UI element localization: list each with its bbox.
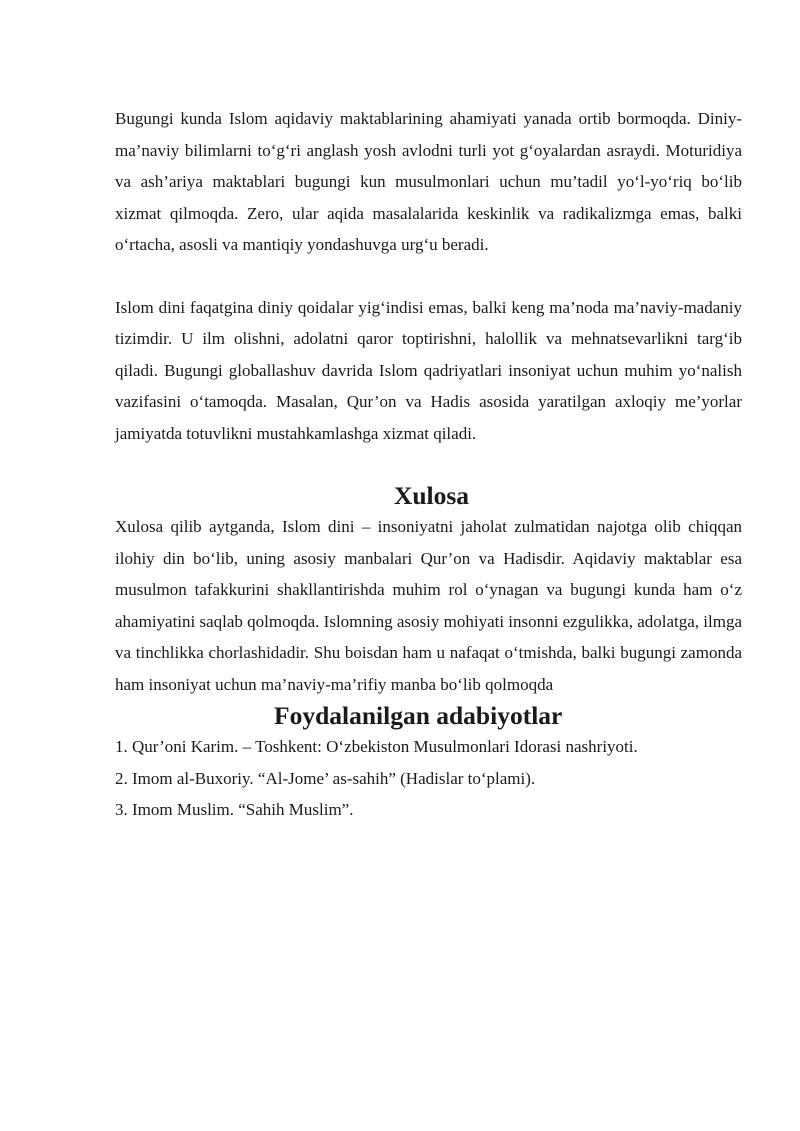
reference-item: 2. Imom al-Buxoriy. “Al-Jome’ as-sahih” (Hadislar to‘plami). [115, 768, 536, 788]
reference-item: 1. Qur’oni Karim. – Toshkent: O‘zbekiston Musulmonlari Idorasi nashriyoti. [115, 737, 638, 756]
document-page [115, 103, 742, 826]
reference-item: 3. Imom Muslim. “Sahih Muslim”. [115, 800, 354, 819]
paragraph-spacer [115, 449, 742, 480]
conclusion-heading: Xulosa [393, 481, 470, 510]
paragraph-spacer [115, 261, 742, 292]
body-paragraph: Bugungi kunda Islom aqidaviy maktablarining ahamiyati yanada ortib bormoqda. Diniy-ma’naviy bilimlarni to‘g‘ri anglash yosh avlodni turli yot g‘oyalardan asraydi. Moturidiya va ash’ariya maktablari bugungi kun musulmonlari uchun mu’tadil yo‘l-yo‘riq bo‘lib xizmat qilmoqda. Zero, ular aqida masalalarida keskinlik va radikalizmga emas, balki o‘rtacha, asosli va mantiqiy yondashuvga urg‘u beradi. [115, 109, 742, 254]
references-heading: Foydalanilgan adabiyotlar [274, 701, 563, 730]
body-paragraph: Islom dini faqatgina diniy qoidalar yig‘indisi emas, balki keng ma’noda ma’naviy-madaniy tizimdir. U ilm olishni, adolatni qaror toptirishni, halollik va mehnatsevarlikni targ‘ib qiladi. Bugungi globallashuv davrida Islom qadriyatlari insoniyat uchun muhim yo‘nalish vazifasini o‘tamoqda. Masalan, Qur’on va Hadis asosida yaratilgan axloqiy me’yorlar jamiyatda totuvlikni mustahkamlashga xizmat qiladi. [115, 297, 742, 443]
references-list [115, 731, 742, 826]
conclusion-paragraph: Xulosa qilib aytganda, Islom dini – insoniyatni jaholat zulmatidan najotga olib chiqqan ilohiy din bo‘lib, uning asosiy manbalari Qur’on va Hadisdir. Aqidaviy maktablar esa musulmon tafakkurini shakllantirishda muhim rol o‘ynagan va bugungi kunda ham o‘z ahamiyatini saqlab qolmoqda. Islomning asosiy mohiyati insonni ezgulikka, adolatga, ilmga va tinchlikka chorlashidadir. Shu boisdan ham u nafaqat o‘tmishda, balki bugungi zamonda ham insoniyat uchun ma’naviy-ma’rifiy manba bo‘lib qolmoqda [115, 517, 742, 694]
